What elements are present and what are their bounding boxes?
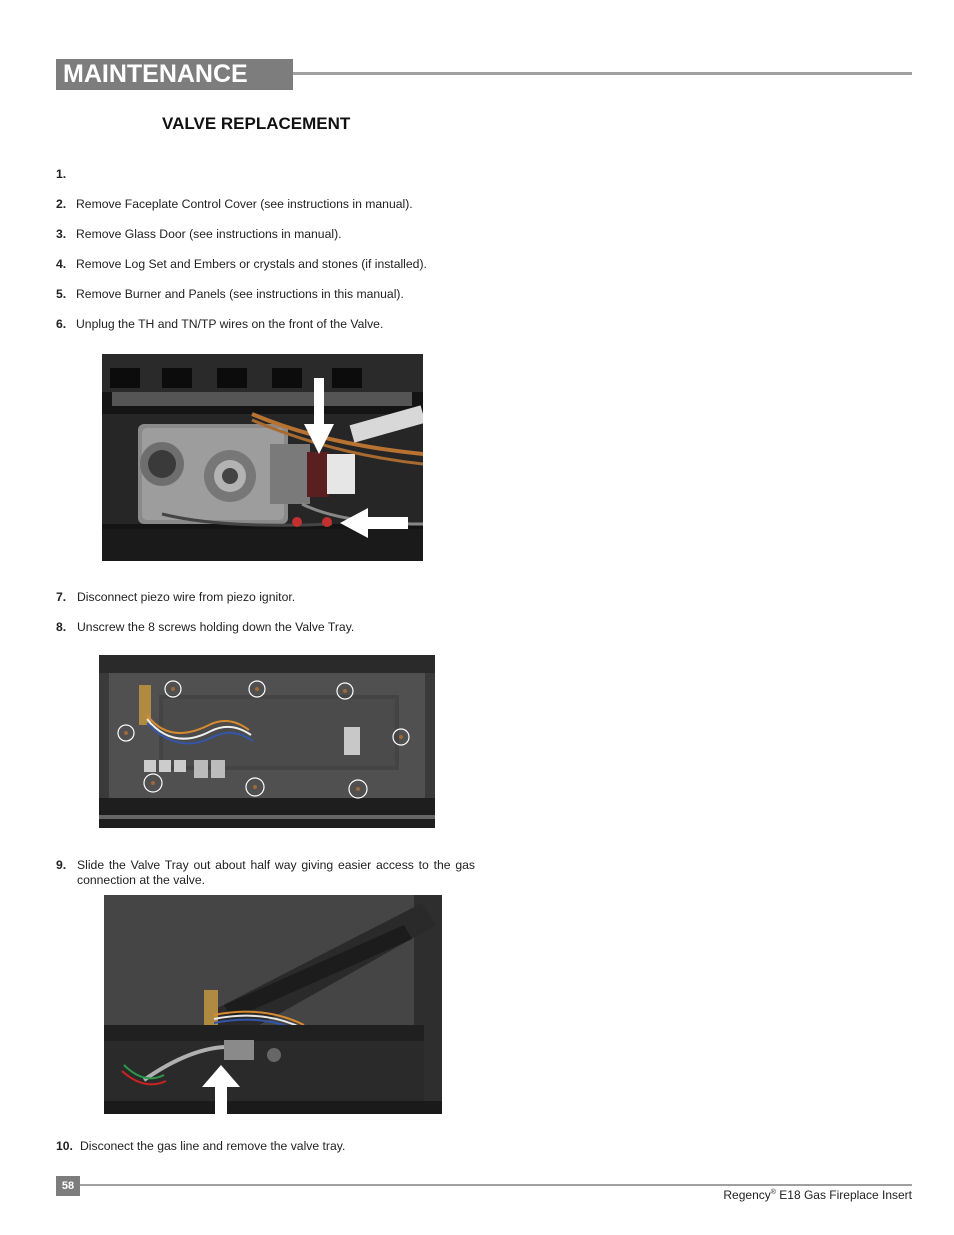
valve-tray-slide-photo [104,895,442,1114]
step-number: 1. [56,167,67,181]
step-10 [56,1139,345,1154]
step-text: Disconect the gas line and remove the valve tray. [80,1139,346,1153]
step-number: 3. [56,227,67,241]
step-text: Disconnect piezo wire from piezo ignitor. [77,590,296,604]
step-number: 9. [56,858,67,872]
step-number: 6. [56,317,67,331]
step-5 [56,287,404,302]
valve-wires-photo [102,354,423,561]
step-text: Slide the Valve Tray out about half way giving easier access to the gas connection at the valve. [77,858,475,887]
step-number: 4. [56,257,67,271]
header-title: MAINTENANCE [63,60,248,88]
step-1 [56,167,76,182]
valve-tray-screws-photo [99,655,435,828]
section-title: VALVE REPLACEMENT [162,114,351,133]
step-text: Unplug the TH and TN/TP wires on the front of the Valve. [76,317,384,331]
step-text: Remove Burner and Panels (see instructions in this manual). [76,287,404,301]
trademark-symbol: ® [770,1189,776,1196]
footer-product-name: E18 Gas Fireplace Insert [775,1188,912,1202]
page-number: 58 [56,1176,80,1196]
step-2 [56,197,413,212]
step-number: 2. [56,197,67,211]
step-8 [56,620,354,635]
step-text: Remove Faceplate Control Cover (see instructions in manual). [76,197,413,211]
step-text: Unscrew the 8 screws holding down the Valve Tray. [77,620,355,634]
section-header [56,59,293,90]
step-4 [56,257,427,272]
step-6 [56,317,383,332]
step-3 [56,227,342,242]
footer-rule [80,1184,912,1186]
step-number: 5. [56,287,67,301]
step-text: Remove Log Set and Embers or crystals and stones (if installed). [76,257,427,271]
footer-product [723,1188,912,1202]
header-rule [293,72,912,75]
step-number: 10. [56,1139,73,1153]
step-7 [56,590,295,605]
step-9 [56,858,476,888]
footer-brand: Regency [723,1188,771,1202]
step-text: Remove Glass Door (see instructions in manual). [76,227,342,241]
step-number: 7. [56,590,67,604]
step-number: 8. [56,620,67,634]
